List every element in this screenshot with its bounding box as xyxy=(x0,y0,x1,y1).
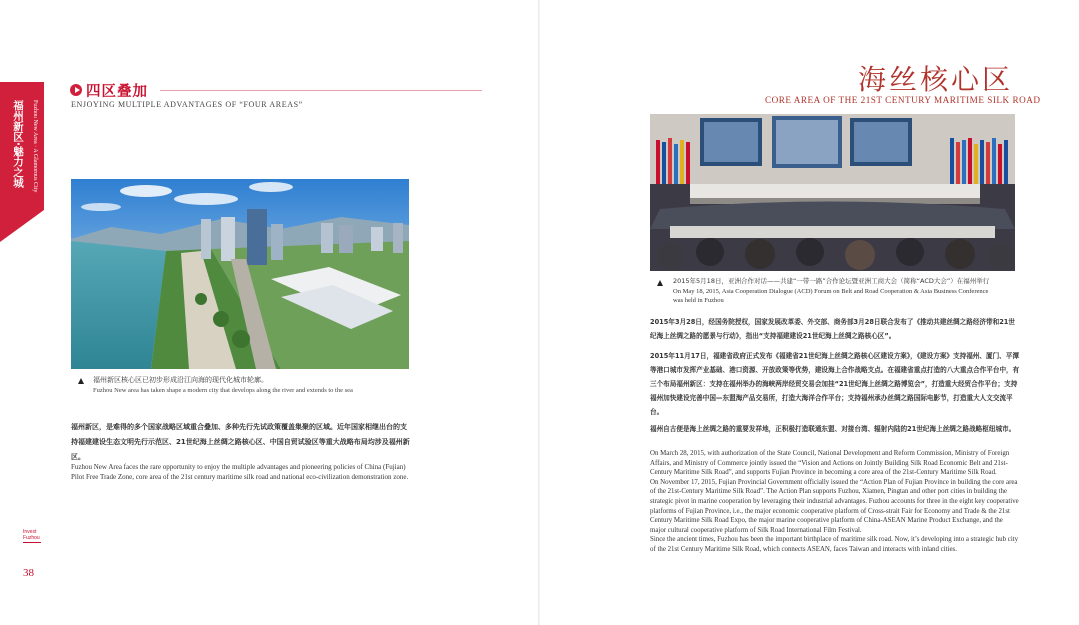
right-photo-caption-cn: 2015年5月18日，亚洲合作对话——共建“一带一路”合作论坛暨亚洲工商大会（简称“ACD大会”）在福州举行 xyxy=(673,277,990,285)
page-number: 38 xyxy=(23,567,34,579)
caption-marker-icon xyxy=(657,280,663,286)
right-paragraph-cn-1: 2015年3月28日，经国务院授权，国家发展改革委、外交部、商务部3月28日联合发布了《推动共建丝绸之路经济带和21世纪海上丝绸之路的愿景与行动》，指出“支持福建建设21世纪海上丝绸之路核心区”。 xyxy=(650,318,1015,340)
right-title-en: CORE AREA OF THE 21ST CENTURY MARITIME SILK ROAD xyxy=(765,95,1041,105)
footer-label-line2: Fuzhou xyxy=(23,535,40,541)
right-title-cn: 海丝核心区 xyxy=(858,63,1014,96)
right-photo-caption-en-line1: On May 18, 2015, Asia Cooperation Dialogue (ACD) Forum on Belt and Road Cooperation & Asia Business Conference xyxy=(673,288,989,295)
right-paragraph-cn-2: 2015年11月17日，福建省政府正式发布《福建省21世纪海上丝绸之路核心区建设方案》，《建设方案》支持福州、厦门、平潭等港口城市发挥产业基础、港口资源、开放政策等优势，建设海上合作战略支点。在福建省重点打造的八大重点合作平台中，有三个布局福州新区：支持在福州举办的海峡两岸经贸交易会加挂“21世纪海上丝绸之路博览会”，打造重大经贸合作平台；支持福州加快建设完善中国—东盟海产品交易所，打造大海洋合作平台；支持福州承办丝绸之路国际电影节，打造重大人文交流平台。 xyxy=(650,352,1020,416)
right-photo-caption-en-line2: was held in Fuzhou xyxy=(673,297,724,304)
footer-rule xyxy=(23,542,41,543)
photo-caption-en: Fuzhou New area has taken shape a modern city that develops along the river and extends to the sea xyxy=(93,387,353,394)
side-tab-title-cn: 福州新区·魅力之城 xyxy=(12,100,24,188)
right-paragraph-en-3: Since the ancient times, Fuzhou has been the important birthplace of maritime silk road. Now, it’s developing into a strategic hub city of the 21st Century Maritime Silk Road, which connects ASEAN, faces Taiwan and interacts with inland cities. xyxy=(650,536,1019,553)
city-aerial-photo xyxy=(71,179,409,369)
photo-caption-cn: 福州新区核心区已初步形成沿江向海的现代化城市轮廓。 xyxy=(93,376,268,384)
caption-marker-icon xyxy=(78,378,84,384)
paragraph-en: Fuzhou New Area faces the rare opportunity to enjoy the multiple advantages and pioneering policies of China (Fujian) Pilot Free Trade Zone, core area of the 21st century maritime silk road and national eco-civilization demonstration zone. xyxy=(71,463,409,481)
footer-label-line1: Invest xyxy=(23,529,37,535)
section-title-rule xyxy=(160,90,482,91)
page-spine xyxy=(538,0,540,625)
section-title-en: ENJOYING MULTIPLE ADVANTAGES OF “FOUR AREAS” xyxy=(71,100,303,109)
side-tab-title-en: Fuzhou New Area · A Glamorous City xyxy=(32,100,38,193)
section-title-cn: 四区叠加 xyxy=(86,84,148,100)
right-english-text xyxy=(650,449,1020,555)
play-circle-icon xyxy=(70,84,82,96)
right-paragraph-en-2: On November 17, 2015, Fujian Provincial Government officially issued the “Action Plan of Fujian Province in building the core area of the 21st-Century Maritime Silk Road”. The Action Plan supports Fuzhou, Xiamen, Pingtan and other port cities in building the strategic pivot in marine cooperation by leveraging their industrial advantages. Fuzhou accounts for three in the eight key cooperative platforms of Fujian Province, i.e., the major economic cooperative platform of Cross-strait Fair for Economy and Trade & the 21st Century Maritime Silk Road Expo, the major marine cooperative platform of China-ASEAN Marine Product Exchange, and the major cultural cooperative platform of Silk Road International Film Festival. xyxy=(650,478,1019,534)
conference-photo xyxy=(650,114,1015,271)
paragraph-cn: 福州新区，是难得的多个国家战略区域重合叠加、多种先行先试政策覆盖集聚的区域。近年国家相继出台的支持福建建设生态文明先行示范区、21世纪海上丝绸之路核心区、中国自贸试验区等重大战略布局均涉及福州新区。 xyxy=(71,423,410,461)
right-paragraph-cn-3: 福州自古便是海上丝绸之路的重要发祥地，正积极打造联通东盟、对接台湾、辐射内陆的21世纪海上丝绸之路战略枢纽城市。 xyxy=(650,425,1016,433)
footer-label xyxy=(23,529,40,541)
right-paragraph-en-1: On March 28, 2015, with authorization of the State Council, National Development and Reform Commission, Ministry of Foreign Affairs, and Ministry of Commerce jointly issued the “Vision and Actions on Jointly Building Silk Road Economic Belt and 21st-Century Maritime Silk Road”, and supports Fujian Province in becoming a core area of the 21st-Century Maritime Silk Road. xyxy=(650,450,1010,477)
